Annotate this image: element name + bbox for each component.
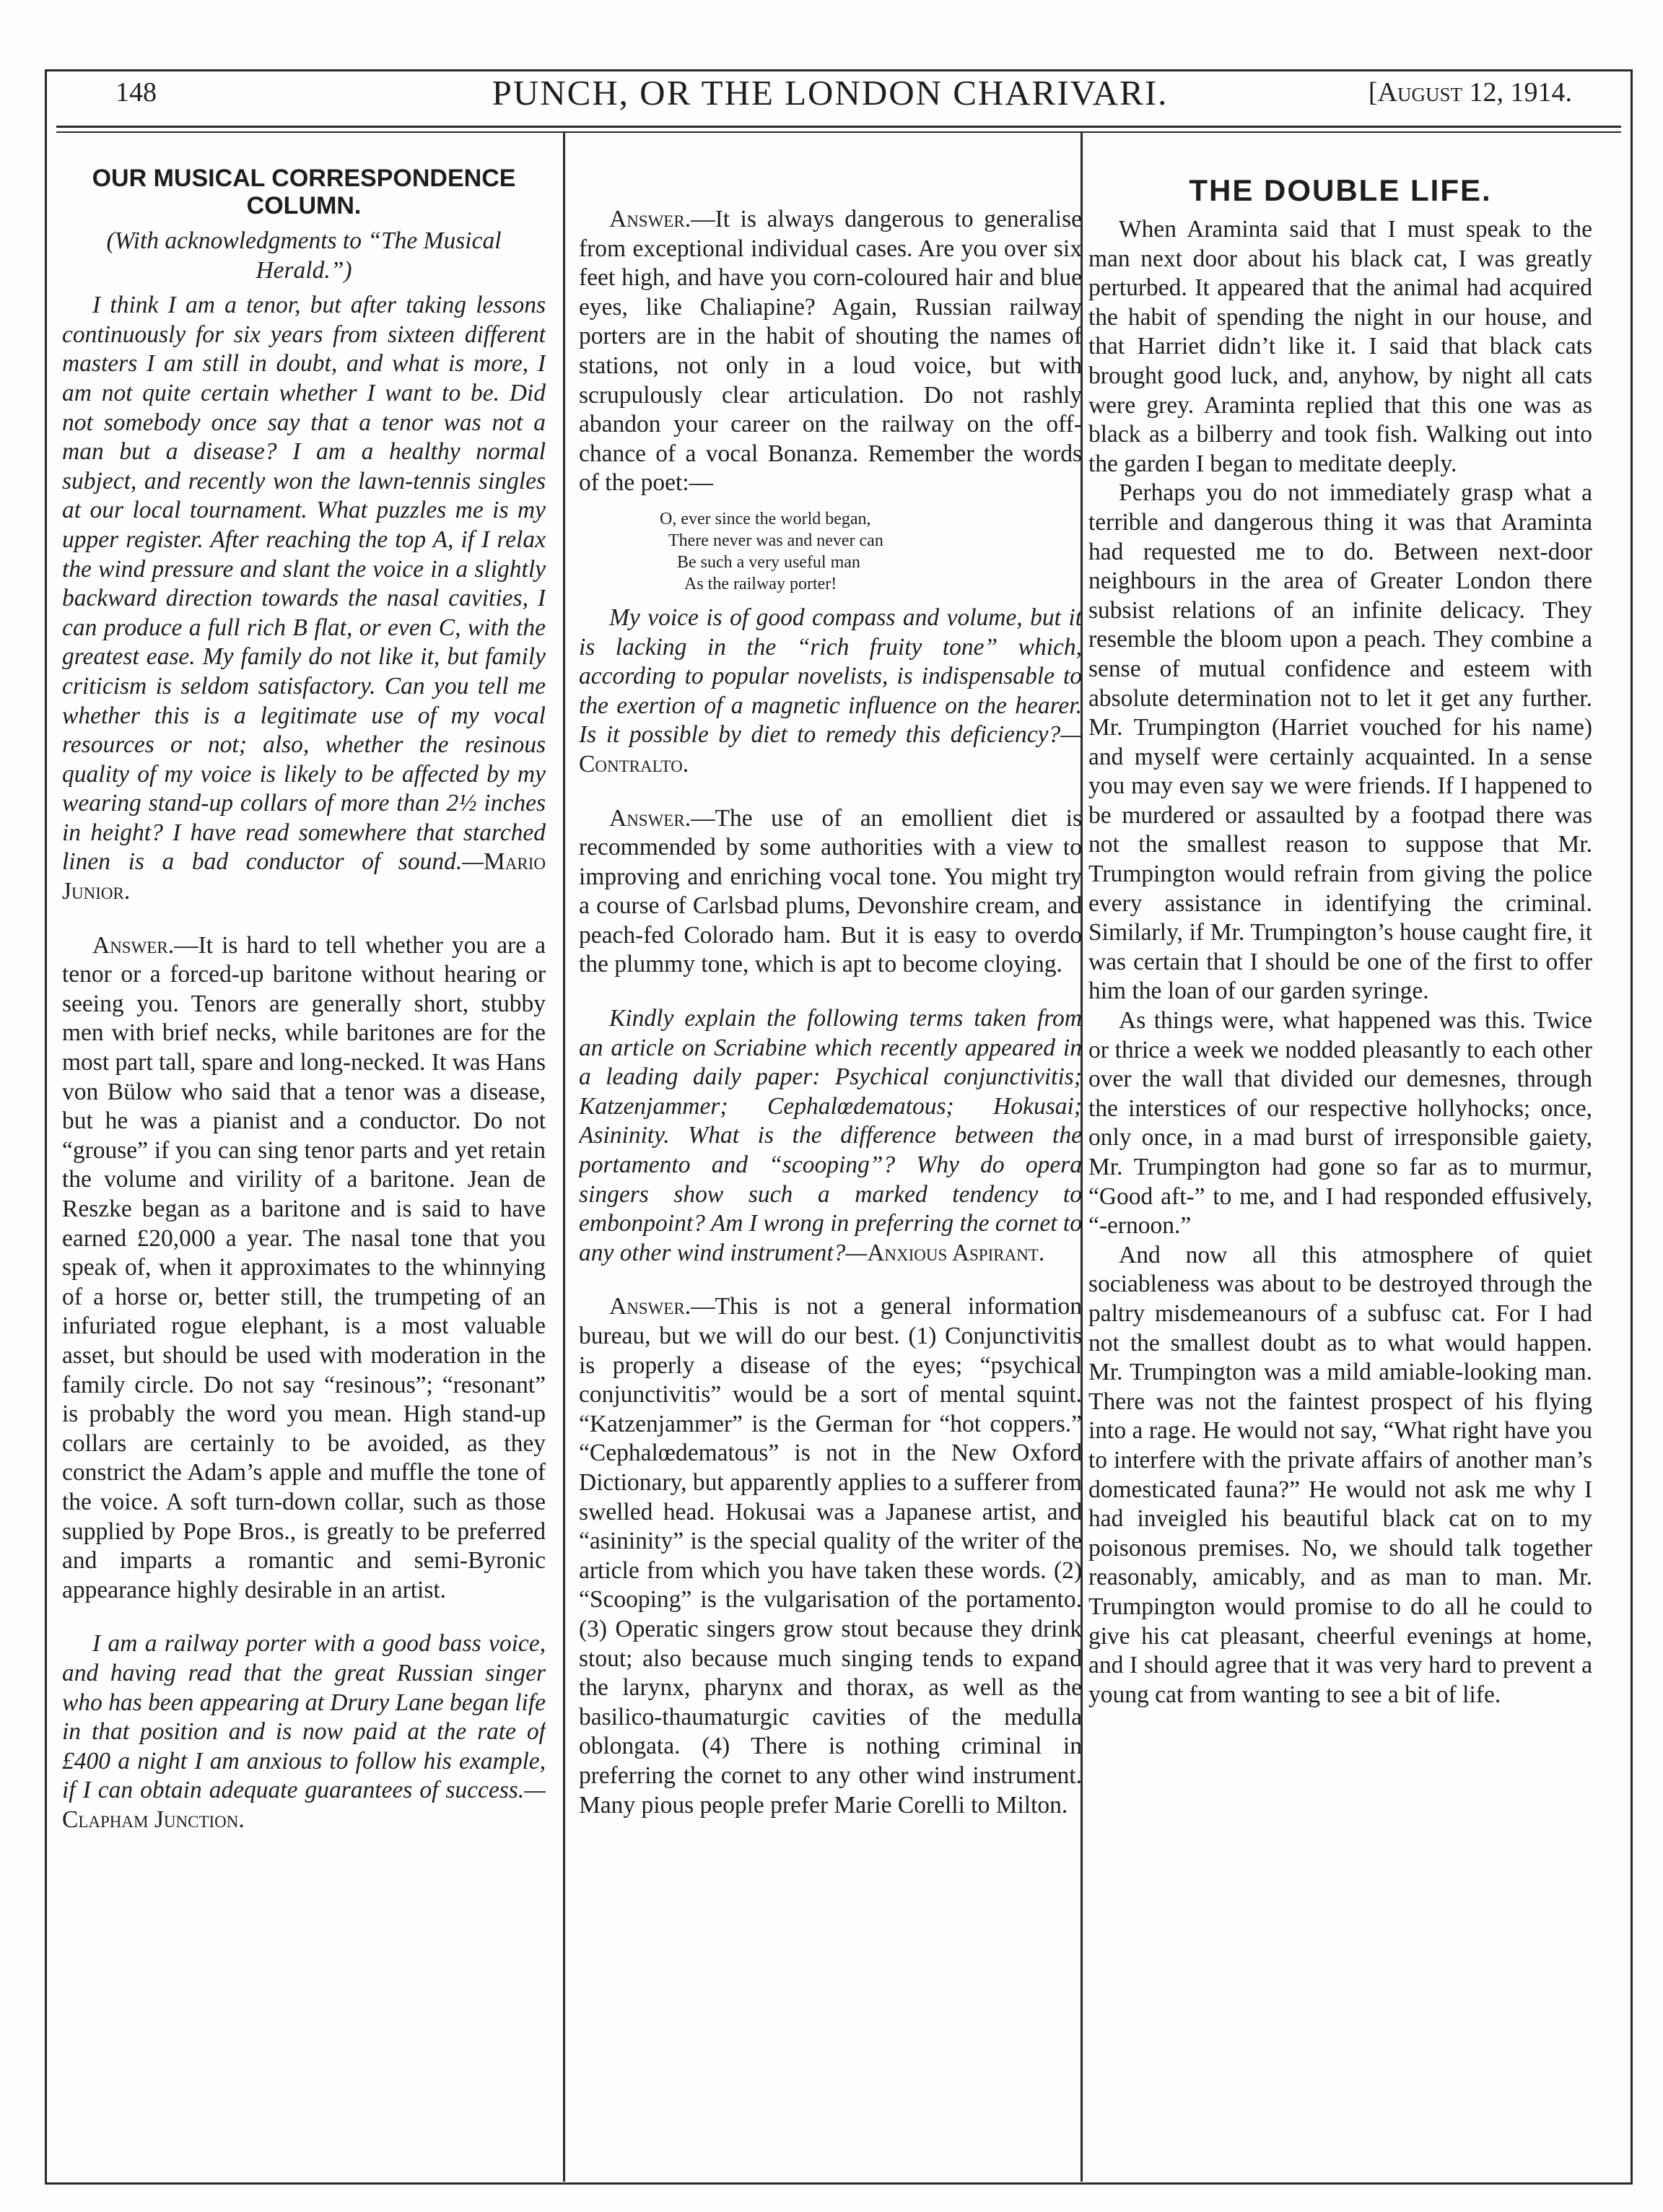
letter-signature: Clapham Junction. (62, 1806, 245, 1833)
poem (660, 508, 1082, 595)
column-divider (563, 133, 565, 2182)
editor-answer (579, 205, 1082, 498)
editor-answer (579, 804, 1082, 980)
letter-signature: Mario Junior. (62, 848, 546, 905)
poem-line: There never was and never can (668, 531, 883, 550)
reader-letter (579, 1004, 1082, 1268)
article-heading: THE DOUBLE LIFE. (1189, 173, 1492, 207)
editor-answer (579, 1292, 1082, 1820)
reader-letter (579, 604, 1082, 780)
article-heading: OUR MUSICAL CORRESPONDENCE COLUMN. (92, 165, 516, 219)
letter-signature: Contralto. (579, 750, 689, 778)
article-column (62, 141, 546, 2177)
poem-line: As the railway porter! (684, 574, 837, 593)
article-paragraph: When Araminta said that I must speak to the man next door about his black cat, I was greatly perturbed. It appeared that the animal had acquired the habit of spending the night in our house, and that Harriet didn’t like it. I said that black cats brought good luck, and, anyhow, by night all cats were grey. Araminta replied that this one was as black as a bilberry and took fish. Walking out into the garden I began to meditate deeply. (1088, 216, 1592, 477)
answer-label: Answer. (609, 206, 691, 232)
publication-title: PUNCH, OR THE LONDON CHARIVARI. (492, 73, 1169, 113)
poem-line: O, ever since the world began, (660, 509, 871, 528)
page-number: 148 (115, 77, 157, 108)
letter-text: Kindly explain the following terms taken from an article on Scriabine which recently appeared in a leading daily paper: Psychical conjunctivitis; Katzenjammer; Cephalœdematous; Hokusai; Asininity. What is the difference between the portamento and “scooping”? Why do opera singers show such a marked tendency to embonpoint? Am I wrong in preferring the cornet to any other wind instrument?— (579, 1005, 1082, 1266)
article-paragraph: As things were, what happened was this. Twice or thrice a week we nodded pleasantly to each other over the wall that divided our demesnes, through the interstices of our respective hollyhocks; once, only once, in a mad burst of irresponsible gaiety, Mr. Trumpington had gone so far as to murmur, “Good aft-” to me, and I had responded effusively, “-ernoon.” (1088, 1007, 1592, 1240)
article-paragraph: And now all this atmosphere of quiet sociableness was about to be destroyed through the paltry misdemeanours of a subfusc cat. For I had not the smallest doubt as to what would happen. Mr. Trumpington was a mild amiable-looking man. There was not the faintest prospect of his flying into a rage. He would not say, “What right have you to interfere with the private affairs of another man’s domesticated fauna?” He would not ask me why I had inveigled his beautiful black cat on to my poisonous premises. No, we should talk together reasonably, amicably, and as man to man. Mr. Trumpington would promise to do all he could to give his cat pleasant, cheerful evenings at home, and I should agree that it was very hard to prevent a young cat from wanting to see a bit of life. (1088, 1241, 1592, 1708)
reader-letter (62, 291, 546, 906)
article-column-middle (579, 141, 1082, 2177)
answer-text: —It is hard to tell whether you are a tenor or a forced-up baritone without hearing or seeing you. Tenors are generally short, stubby men with brief necks, while baritones are for the most part tall, spare and long-necked. It was Hans von Bülow who said that a tenor was a disease, but he was a pianist and a conductor. Do not “grouse” if you can sing tenor parts and yet retain the volume and virility of a baritone. Jean de Reszke began as a baritone and is said to have earned £20,000 a year. The nasal tone that you speak of, when it approximates to the whinnying of a horse or, better still, the trumpeting of an infuriated rogue elephant, is a most valuable asset, but should be used with moderation in the family circle. Do not say “resinous”; “resonant” is probably the word you mean. High stand-up collars are certainly to be avoided, as they constrict the Adam’s apple and muffle the tone of the voice. A soft turn-down collar, such as those supplied by Pope Bros., is greatly to be preferred and imparts a romantic and semi-Byronic appearance highly desirable in an artist. (62, 931, 546, 1603)
letter-text: I am a railway porter with a good bass voice, and having read that the great Russian singer who has been appearing at Drury Lane began life in that position and is now paid at the rate of £400 a night I am anxious to follow his example, if I can obtain adequate guarantees of success.— (62, 1630, 546, 1804)
issue-date: [August 12, 1914. (1368, 77, 1572, 108)
reader-letter (62, 1629, 546, 1834)
answer-text: —It is always dangerous to generalise from exceptional individual cases. Are you over six feet high, and have you corn-coloured hair and blue eyes, like Chaliapine? Again, Russian railway porters are in the habit of shouting the names of stations, not only in a loud voice, but with scrupulously clear articulation. Do not rashly abandon your career on the railway on the off-chance of a vocal Bonanza. Remember the words of the poet:— (579, 206, 1082, 497)
answer-text: —The use of an emollient diet is recommended by some authorities with a view to improving and enriching vocal tone. You might try a course of Carlsbad plums, Devonshire cream, and peach-fed Colorado ham. But it is easy to overdo the plummy tone, which is apt to become cloying. (579, 804, 1082, 978)
article-paragraph: Perhaps you do not immediately grasp what a terrible and dangerous thing it was that Araminta had requested me to do. Between next-door neighbours in the area of Greater London there subsist relations of an infinite delicacy. They resemble the bloom upon a peach. They combine a sense of mutual confidence and esteem with absolute determination not to let it get any further. Mr. Trumpington (Harriet vouched for his name) and myself were certainly acquainted. In a sense you may even say we were friends. If I happened to be murdered or assaulted by a footpad there was not the smallest reason to suppose that Mr. Trumpington would refrain from giving the police every assistance in identifying the criminal. Similarly, if Mr. Trumpington’s house caught fire, it was certain that I should be one of the first to offer him the loan of our garden syringe. (1088, 479, 1592, 1005)
editor-answer (62, 931, 546, 1606)
answer-label: Answer. (609, 804, 691, 832)
answer-label: Answer. (92, 931, 175, 959)
poem-line: Be such a very useful man (677, 552, 860, 572)
letter-text: I think I am a tenor, but after taking lessons continuously for six years from sixteen different masters I am still in doubt, and what is more, I am not quite certain whether I want to be. Did not somebody once say that a tenor was not a man but a disease? I am a healthy normal subject, and recently won the lawn-tennis singles at our local tournament. What puzzles me is my upper register. After reaching the top A, if I relax the wind pressure and slant the voice in a slightly backward direction towards the nasal cavities, I can produce a full rich B flat, or even C, with the greatest ease. My family do not like it, but family criticism is seldom satisfactory. Can you tell me whether this is a legitimate use of my vocal resources or not; also, whether the resinous quality of my voice is likely to be affected by my wearing stand-up collars of more than 2½ inches in height? I have read somewhere that starched linen is a bad conductor of sound.— (62, 292, 546, 876)
letter-signature: Anxious Aspirant. (867, 1239, 1045, 1266)
acknowledgment: (With acknowledgments to “The Musical Herald.”) (106, 227, 502, 284)
article-column (1088, 141, 1592, 2177)
letter-text: My voice is of good compass and volume, but it is lacking in the “rich fruity tone” which, according to popular novelists, is indispensable to the exertion of a magnetic influence on the hearer. Is it possible by diet to remedy this deficiency?— (579, 604, 1082, 749)
answer-label: Answer. (609, 1293, 691, 1320)
answer-text: —This is not a general information bureau, but we will do our best. (1) Conjunctivitis is properly a disease of the eyes; “psychical conjunctivitis” would be a sort of mental squint. “Katzenjammer” is the German for “hot coppers.” “Cephalœdematous” is not in the New Oxford Dictionary, but apparently applies to a sufferer from swelled head. Hokusai was a Japanese artist, and “asininity” is the special quality of the writer of the article from which you have taken these words. (2) “Scooping” is the vulgarisation of the portamento. (3) Operatic singers grow stout because they drink stout; also because much singing tends to expand the larynx, pharynx and thorax, as well as the basilico-thaumaturgic cavities of the medulla oblongata. (4) There is nothing criminal in preferring the cornet to any other wind instrument. Many pious people prefer Marie Corelli to Milton. (579, 1293, 1082, 1819)
